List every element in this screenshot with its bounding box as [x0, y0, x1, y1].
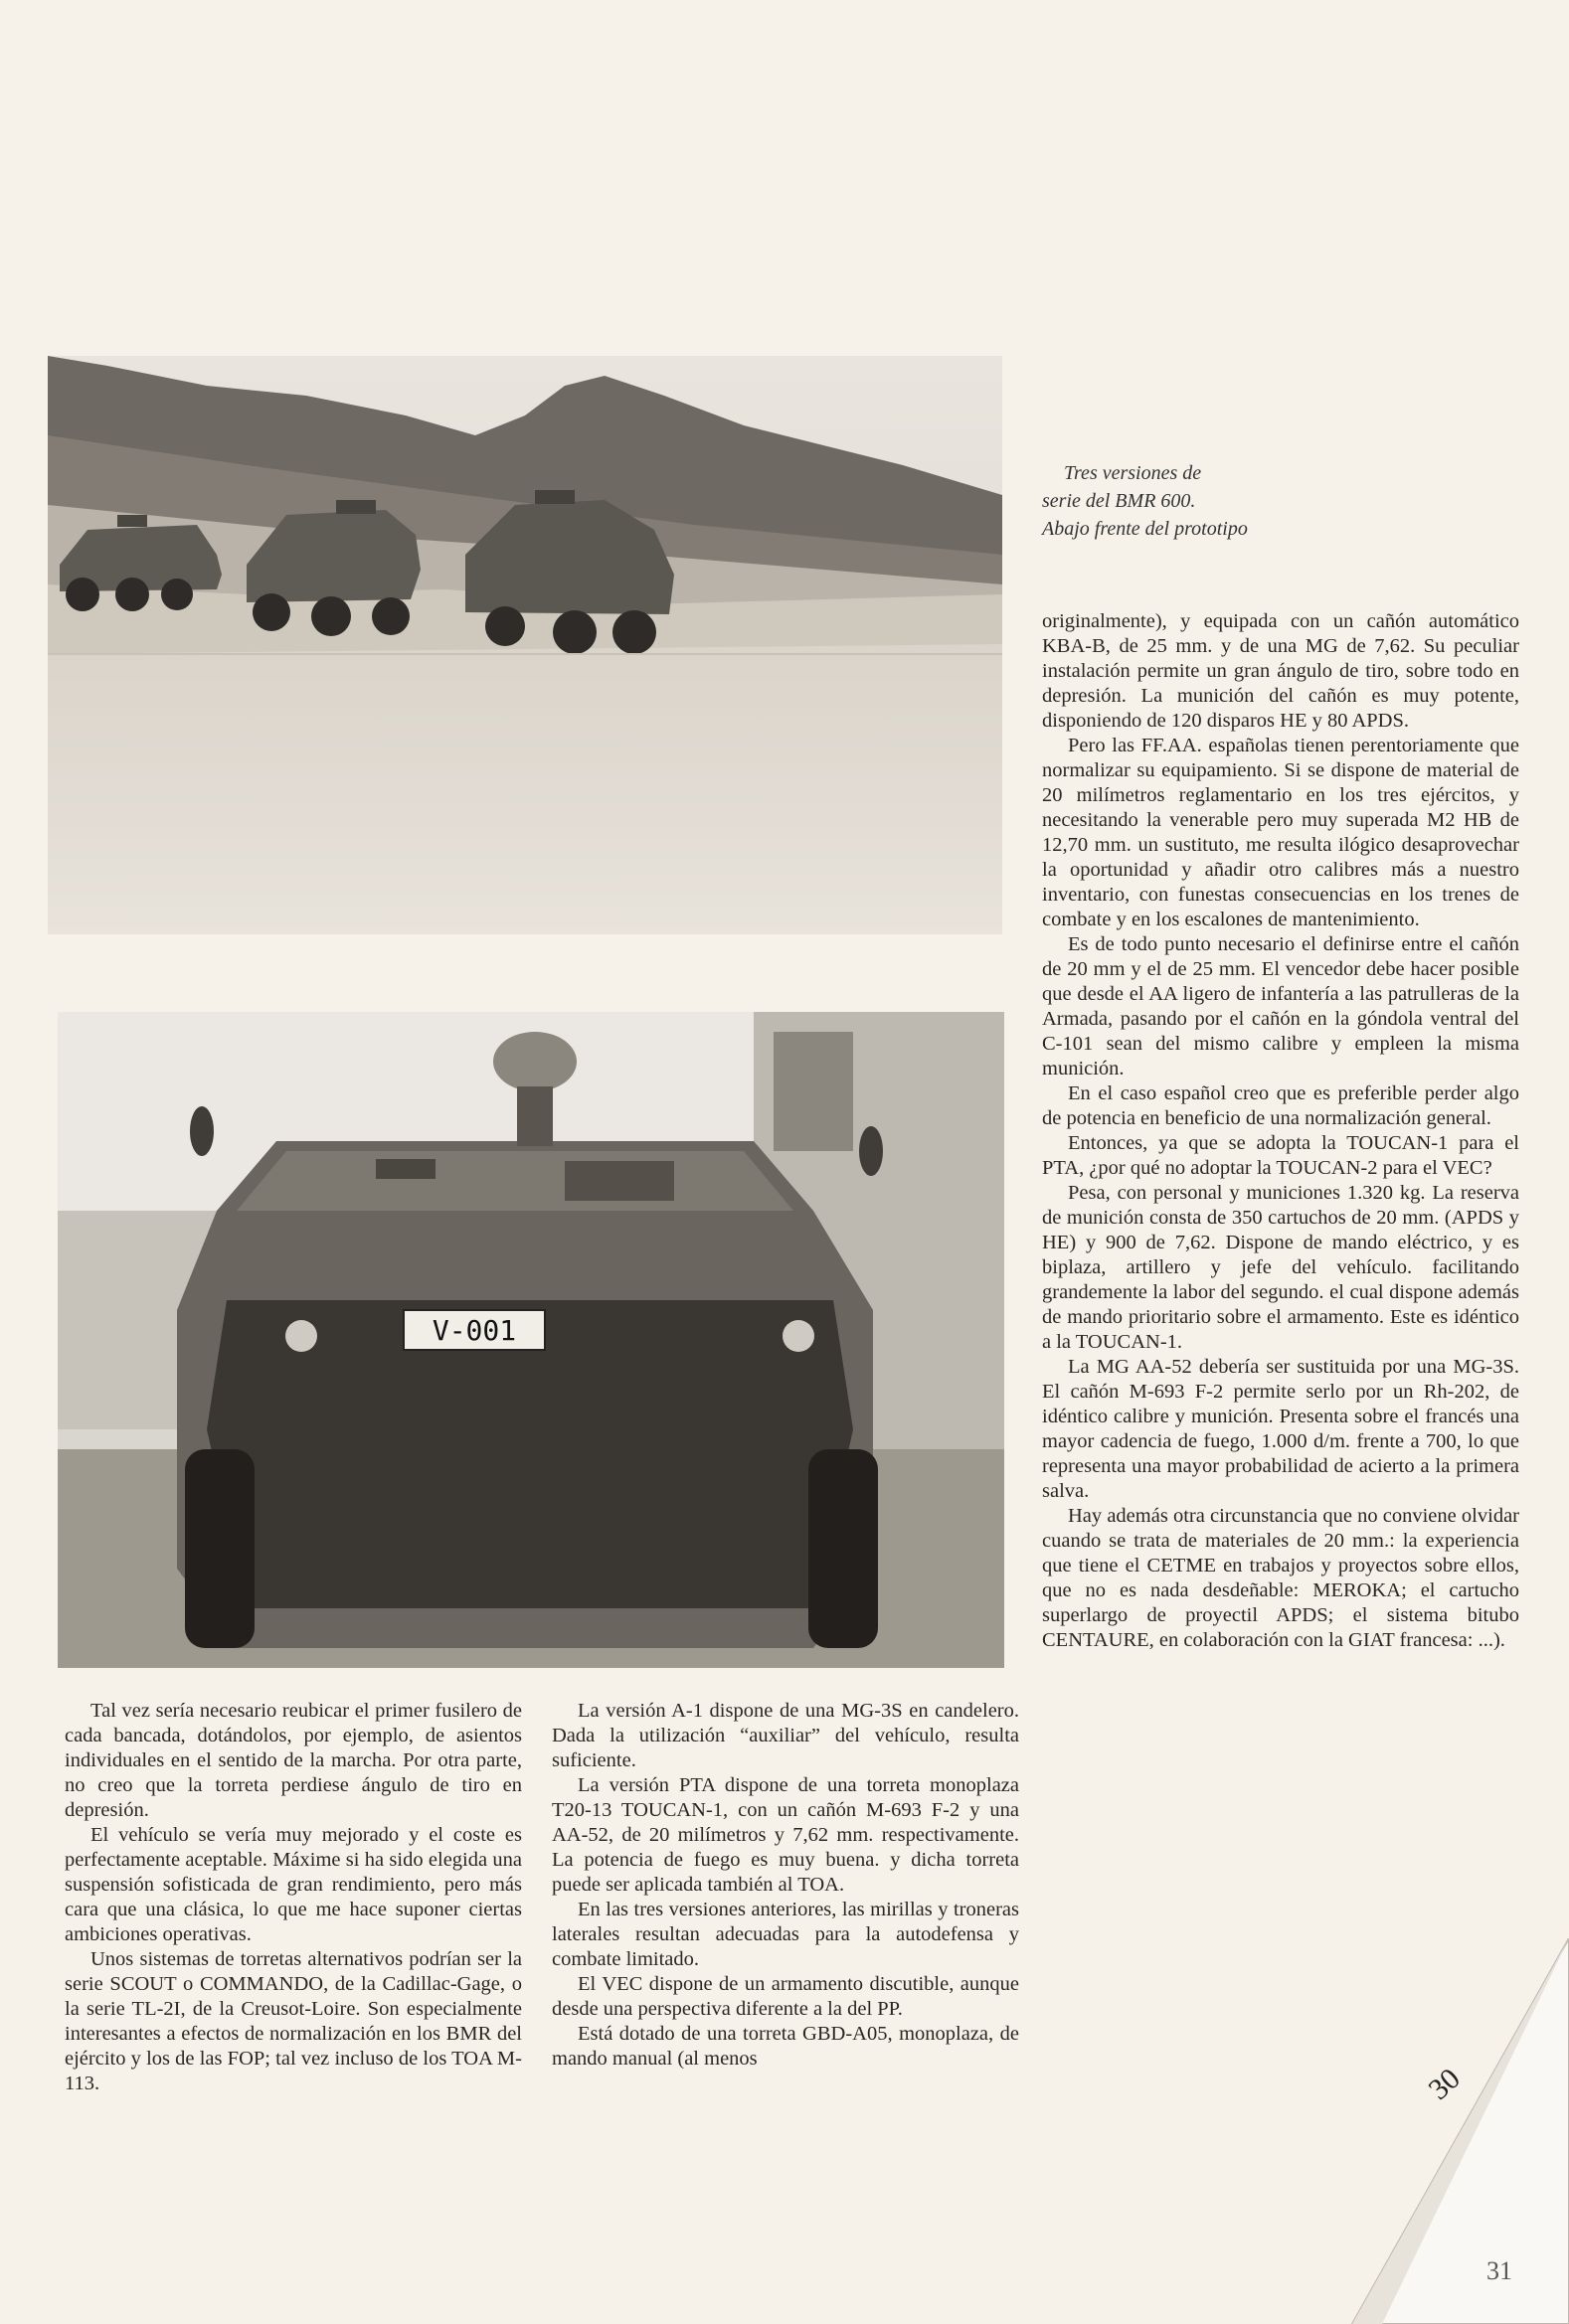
paragraph: Hay además otra circunstancia que no conviene olvidar cuando se trata de materiales de 20 mm.: la experiencia que tiene el CETME en trabajos y proyectos sobre ellos, que no es nada desdeñable: MEROKA; el cartucho superlargo de proyectil APDS; el sistema bitubo CENTAURE, en colaboración con la GIAT francesa: ...). — [1042, 1505, 1519, 1651]
paragraph: Entonces, ya que se adopta la TOUCAN-1 para el PTA, ¿por qué no adoptar la TOUCAN-2 para el VEC? — [1042, 1132, 1519, 1179]
paragraph: El vehículo se vería muy mejorado y el coste es perfectamente aceptable. Máxime si ha sido elegida una suspensión sofisticada de gran rendimiento, pero más cara que una clásica, lo que me hace suponer ciertas ambiciones operativas. — [65, 1824, 522, 1945]
license-plate: V-001 — [432, 1314, 517, 1347]
paragraph: Pero las FF.AA. españolas tienen perentoriamente que normalizar su equipamiento. Si se dispone de material de 20 milímetros reglamentario en los tres ejércitos, y necesitando la venerable pero muy superada M2 HB de 12,70 mm. un sustituto, me resulta ilógico desaprovechar la oportunidad y añadir otro calibres más a nuestro inventario, con funestas consecuencias en los trenes de combate y en los escalones de mantenimiento. — [1042, 735, 1519, 930]
folded-page-corner — [1293, 1938, 1569, 2324]
paragraph: Pesa, con personal y municiones 1.320 kg. La reserva de munición consta de 350 cartuchos de 20 mm. (APDS y HE) y 900 de 7,62. Dispone de mando eléctrico, y es biplaza, artillero y jefe del vehículo. facilitando grandemente la labor del segundo. el cual dispone además de mando prioritario sobre el armamento. Este es idéntico a la TOUCAN-1. — [1042, 1182, 1519, 1353]
paragraph: En el caso español creo que es preferible perder algo de potencia en beneficio de una normalización general. — [1042, 1082, 1519, 1129]
paragraph: originalmente), y equipada con un cañón automático KBA-B, de 25 mm. y de una MG de 7,62. Su peculiar instalación permite un gran ángulo de tiro, sobre todo en depresión. La munición del cañón es muy potente, disponiendo de 120 disparos HE y 80 APDS. — [1042, 610, 1519, 732]
text-column-left — [65, 1699, 522, 2096]
paragraph: La MG AA-52 debería ser sustituida por una MG-3S. El cañón M-693 F-2 permite serlo por un Rh-202, de idéntico calibre y munición. Presenta sobre el francés una mayor cadencia de fuego, 1.000 d/m. frente a 700, lo que representa una mayor probabilidad de acierto a la primera salva. — [1042, 1356, 1519, 1502]
caption-line: Tres versiones de — [1064, 462, 1202, 484]
photo-caption — [1034, 459, 1332, 543]
previous-page-number: 30 — [1422, 2062, 1467, 2106]
paragraph: Unos sistemas de torretas alternativos podrían ser la serie SCOUT o COMMANDO, de la Cadillac-Gage, o la serie TL-2I, de la Creusot-Loire. Son especialmente interesantes a efectos de normalización en los BMR del ejército y los de las FOP; tal vez incluso de los TOA M-113. — [65, 1948, 522, 2094]
paragraph: En las tres versiones anteriores, las mirillas y troneras laterales resultan adecuadas para la autodefensa y combate limitado. — [552, 1899, 1019, 1970]
paragraph: El VEC dispone de un armamento discutible, aunque desde una perspectiva diferente a la del PP. — [552, 1973, 1019, 2020]
paragraph: Está dotado de una torreta GBD-A05, monoplaza, de mando manual (al menos — [552, 2023, 1019, 2070]
text-column-right — [1042, 609, 1519, 1653]
photo-prototype-front — [58, 1012, 1004, 1668]
caption-line: Abajo frente del prototipo — [1042, 518, 1248, 540]
paragraph: Es de todo punto necesario el definirse entre el cañón de 20 mm y el de 25 mm. El vencedor debe hacer posible que desde el AA ligero de infantería a las patrulleras de la Armada, pasando por el cañón en la góndola ventral del C-101 sean del mismo calibre y empleen la misma munición. — [1042, 933, 1519, 1079]
paragraph: La versión A-1 dispone de una MG-3S en candelero. Dada la utilización “auxiliar” del vehículo, resulta suficiente. — [552, 1700, 1019, 1771]
text-column-middle — [552, 1699, 1019, 2072]
photo-three-vehicles — [48, 356, 1002, 934]
paragraph: Tal vez sería necesario reubicar el primer fusilero de cada bancada, dotándolos, por ejemplo, de asientos individuales en el sentido de la marcha. Por otra parte, no creo que la torreta perdiese ángulo de tiro en depresión. — [65, 1700, 522, 1821]
caption-line: serie del BMR 600. — [1042, 490, 1196, 512]
page-number: 31 — [1486, 2256, 1512, 2285]
paragraph: La versión PTA dispone de una torreta monoplaza T20-13 TOUCAN-1, con un cañón M-693 F-2 y una AA-52, de 20 milímetros y 7,62 mm. respectivamente. La potencia de fuego es muy buena. y dicha torreta puede ser aplicada también al TOA. — [552, 1774, 1019, 1896]
